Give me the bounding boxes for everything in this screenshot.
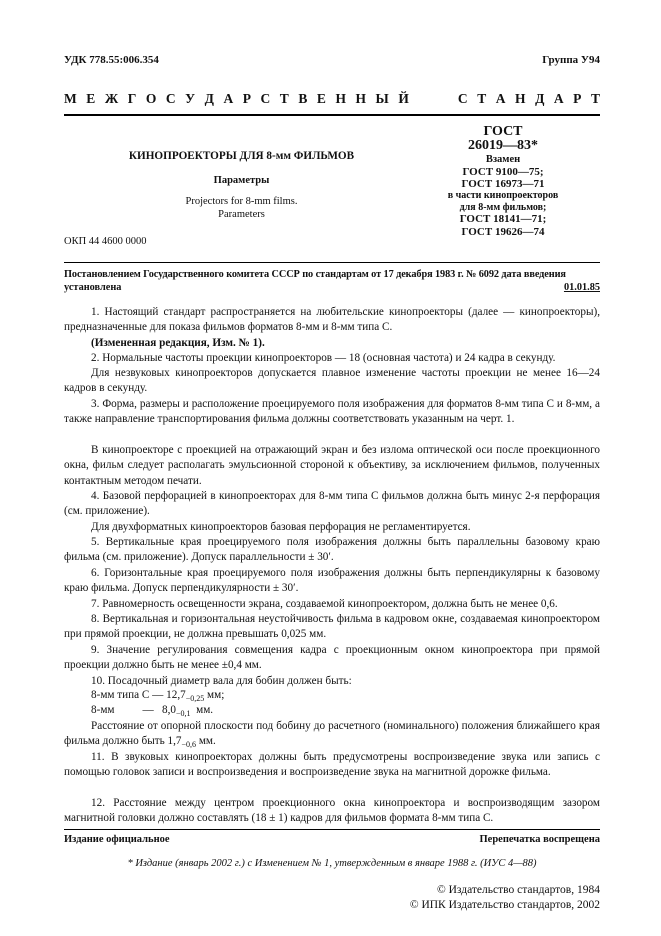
banner-letter: Г xyxy=(127,91,137,106)
clause-1-edit-note: (Измененная редакция, Изм. № 1). xyxy=(91,337,265,349)
clause-8: 8. Вертикальная и горизонтальная неустойчивость фильма в кадровом окне, создаваемая кинопроектором при прямой проекции, не должна превышать 0,025 мм. xyxy=(64,613,600,641)
edition-note: * Издание (январь 2002 г.) с Изменением № 1, утвержденным в январе 1988 г. (ИУС 4—88) xyxy=(127,858,537,869)
decree-rule xyxy=(64,262,600,263)
clause-12: 12. Расстояние между центром проекционного окна кинопроектора и воспроизводящим зазором магнитной головки должно составлять (18 ± 1) кадров для фильмов формата 8-мм типа С. xyxy=(64,797,600,825)
clause-4-note: Для двухформатных кинопроекторов базовая перфорация не регламентируется. xyxy=(91,521,471,533)
banner-letter: Р xyxy=(573,91,582,106)
banner-letter: А xyxy=(495,91,506,106)
banner-letter: М xyxy=(64,91,77,106)
gost-replaced-1: ГОСТ 9100—75; xyxy=(462,166,544,178)
clause-6: 6. Горизонтальные края проецируемого поля изображения должны быть перпендикулярны к базовому краю фильма. Допуск перпендикулярности ± 30′. xyxy=(64,567,600,595)
interstate-standard-banner xyxy=(64,91,600,107)
gost-replaced-5: ГОСТ 18141—71; xyxy=(459,213,547,225)
banner-letter: С xyxy=(260,91,271,106)
clause-7: 7. Равномерность освещенности экрана, создаваемой кинопроектором, должна быть не менее 0,6. xyxy=(91,598,558,610)
banner-letter: Е xyxy=(86,91,96,106)
document-title: КИНОПРОЕКТОРЫ ДЛЯ 8-мм ФИЛЬМОВ xyxy=(128,150,355,162)
banner-letter: Т xyxy=(279,91,289,106)
banner-letter: Й xyxy=(398,91,409,106)
banner-letter: Н xyxy=(515,91,526,106)
copyright-1984: © Издательство стандартов, 1984 xyxy=(436,884,600,896)
clause-3: 3. Форма, размеры и расположение проецируемого поля изображения для форматов 8-мм типа С и 8-мм, а также направление транспортирования фильма должны соответствовать указанным на черт. 1. xyxy=(64,398,600,426)
banner-letter: Т xyxy=(477,91,487,106)
shaft-diameter-8mm: 8-мм — $8,0_{-0,1}$ мм. xyxy=(91,704,214,718)
banner-letter: Д xyxy=(204,91,214,106)
clause-3-note: В кинопроекторе с проекцией на отражающий экран и без излома оптической оси после проекционного окна, фильм следует располагать эмульсионной стороной к объективу, за исключением фильмов, полученных контактным методом печати. xyxy=(64,444,600,487)
reel-plane-distance: Расстояние от опорной плоскости под бобину до расчетного (номинального) положения ближайшего края фильма должно быть $1,7_{-0,6}$ мм. xyxy=(64,720,600,750)
gost-replaced-6: ГОСТ 19626—74 xyxy=(461,226,545,238)
gost-replaced-2: ГОСТ 16973—71 xyxy=(461,178,545,190)
banner-gap xyxy=(418,91,448,107)
gost-label: ГОСТ xyxy=(483,124,523,139)
reprint-prohibited: Перепечатка воспрещена xyxy=(479,834,600,845)
gost-replaced-3: в части кинопроекторов xyxy=(447,190,559,201)
udk-code: УДК 778.55:006.354 xyxy=(64,54,159,66)
english-title-line1: Projectors for 8-mm films. xyxy=(185,196,298,207)
banner-letter: О xyxy=(145,91,157,106)
shaft-diameter-type-c: 8-мм типа С — $12,7_{-0,25}$ мм; xyxy=(91,689,225,703)
group-code: Группа У94 xyxy=(542,54,600,66)
gost-replaced-4: для 8-мм фильмов; xyxy=(459,202,547,213)
decree-line2: установлена xyxy=(64,282,122,293)
okp-code: ОКП 44 4600 0000 xyxy=(64,236,147,247)
footer-rule xyxy=(64,829,600,830)
gost-replaces: Взамен xyxy=(485,154,521,165)
clause-4: 4. Базовой перфорацией в кинопроекторах для 8-мм типа С фильмов должна быть минус 2-я перфорация (см. приложение). xyxy=(64,490,600,518)
effective-date: 01.01.85 xyxy=(563,282,600,293)
banner-letter: С xyxy=(165,91,176,106)
banner-letter: А xyxy=(553,91,564,106)
banner-letter: А xyxy=(223,91,234,106)
copyright-2002: © ИПК Издательство стандартов, 2002 xyxy=(409,899,600,911)
official-edition: Издание официальное xyxy=(64,834,170,845)
banner-letter: У xyxy=(185,91,196,106)
clause-11: 11. В звуковых кинопроекторах должны быть предусмотрены воспроизведение звука или запись с помощью головок записи и воспроизведения и воспроизведение звука на магнитной дорожке фильма. xyxy=(64,751,600,779)
gost-number: 26019—83* xyxy=(468,138,538,153)
banner-letter: Ы xyxy=(375,91,389,106)
banner-letter: С xyxy=(457,91,468,106)
banner-letter: Н xyxy=(355,91,366,106)
clause-10: 10. Посадочный диаметр вала для бобин должен быть: xyxy=(91,675,352,687)
top-rule xyxy=(64,114,600,116)
banner-letter: Н xyxy=(335,91,346,106)
banner-letter: Ж xyxy=(104,91,119,106)
clause-5: 5. Вертикальные края проецируемого поля изображения должны быть параллельны базовому краю фильма (см. приложение). Допуск параллельности ± 30′. xyxy=(64,536,600,564)
banner-letter: Е xyxy=(316,91,326,106)
decree-line1: Постановлением Государственного комитета СССР по стандартам от 17 декабря 1983 г. № 6092 дата введения xyxy=(64,269,566,280)
document-subtitle: Параметры xyxy=(213,175,270,186)
clause-9: 9. Значение регулирования совмещения кадра с проекционным окном кинопроектора при прямой проекции должно быть не менее ±0,4 мм. xyxy=(64,644,600,672)
clause-2: 2. Нормальные частоты проекции кинопроекторов — 18 (основная частота) и 24 кадра в секунду. xyxy=(91,352,556,364)
banner-letter: Т xyxy=(590,91,600,106)
clause-1: 1. Настоящий стандарт распространяется на любительские кинопроекторы (далее — кинопроекторы), предназначенные для показа фильмов форматов 8-мм и 8-мм типа С. xyxy=(64,306,600,334)
banner-letter: В xyxy=(298,91,308,106)
clause-2-note: Для незвуковых кинопроекторов допускается плавное изменение частоты проекции не менее 16—24 кадров в секунду. xyxy=(64,367,600,395)
banner-letter: Д xyxy=(535,91,545,106)
english-title-line2: Parameters xyxy=(218,209,265,220)
banner-letter: Р xyxy=(242,91,251,106)
